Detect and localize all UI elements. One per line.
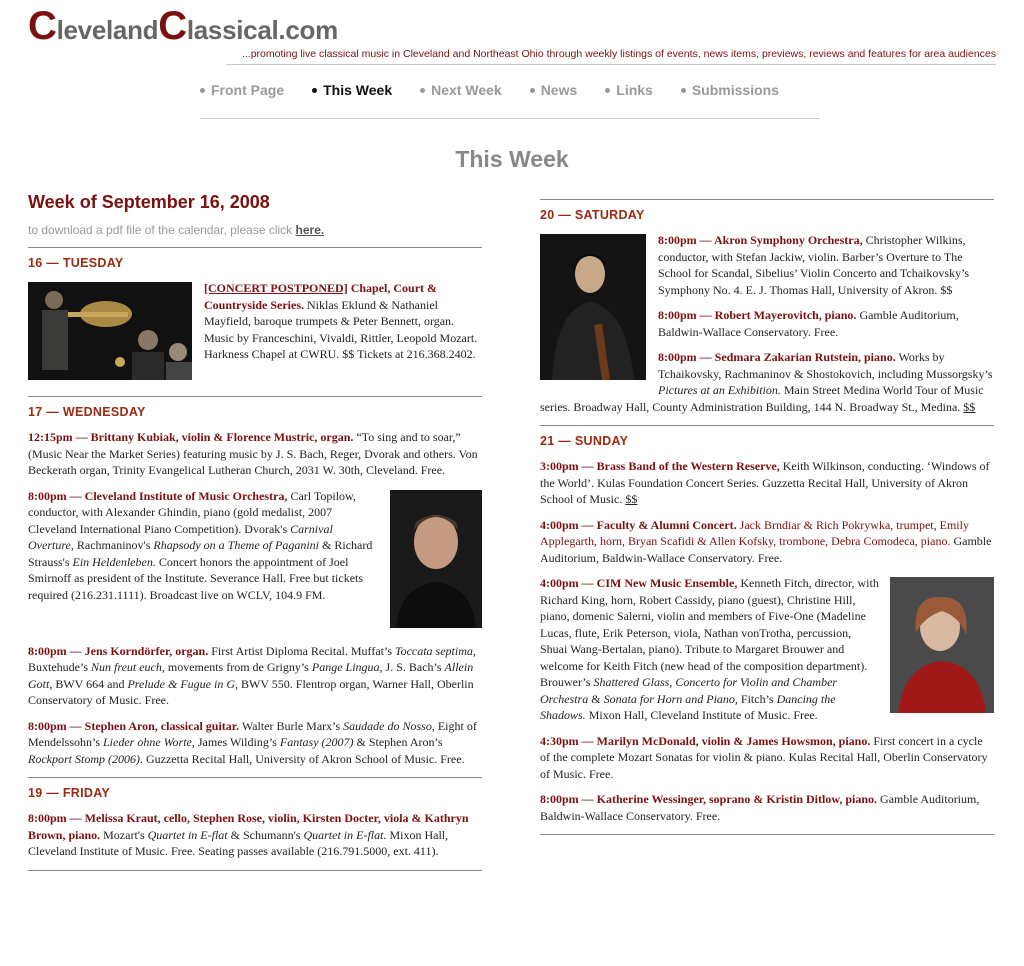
left-column xyxy=(28,192,482,879)
day-heading-friday: 19 — FRIDAY xyxy=(28,786,111,800)
event-item xyxy=(540,517,994,567)
event-item xyxy=(540,232,994,298)
event-details: Buxtehude’s xyxy=(28,660,91,674)
trumpet-players-photo xyxy=(28,282,192,380)
work-title: Quartet in E-flat. xyxy=(303,827,387,842)
event-details: Mixon Hall, Cleveland Institute of Music. Free. Seating passes available (216.791.5000, ext. 411). xyxy=(28,827,449,858)
logo-text-2: lassical.com xyxy=(186,15,338,45)
event-item xyxy=(540,791,994,824)
work-title: Saudade do Nosso, xyxy=(343,718,435,733)
bullet-icon xyxy=(605,88,610,93)
event-details: , BWV 550. Flentrop organ, Warner Hall, Oberlin Conservatory of Music. Free. xyxy=(28,676,474,707)
work-title: Fantasy (2007) xyxy=(279,735,354,749)
work-title: Ein Heldenleben. xyxy=(72,554,156,569)
logo-text-1: leveland xyxy=(56,15,159,45)
event-details: First concert in a cycle of the complete Mozart Sonatas for violin & piano. Kulas Recital Hall, Oberlin Conservatory of Music. Free. xyxy=(540,733,988,781)
logo-letter-c: C xyxy=(28,4,57,48)
event-item xyxy=(28,488,482,634)
work-title: Shattered Glass, Concerto for Violin and Chamber Orchestra xyxy=(540,675,838,706)
divider xyxy=(540,425,994,426)
event-details: Mozart's xyxy=(100,827,148,842)
event-details: , Rachmaninov's xyxy=(70,538,154,552)
work-title: Sonata for Horn and Piano, xyxy=(603,691,738,706)
event-details: movements from de Grigny’s xyxy=(164,660,312,674)
divider xyxy=(28,247,482,248)
event-details: Carl Topilow, conductor, with Alexander Ghindin, piano (gold medalist, 2007 Cleveland International Piano Competition). Dvorak's xyxy=(28,488,356,536)
event-details: & xyxy=(588,691,604,706)
divider xyxy=(540,834,994,835)
event-item xyxy=(540,575,994,724)
work-title: Prelude & Fugue in G xyxy=(127,676,235,691)
page-title: This Week xyxy=(455,146,569,172)
work-title: Carnival Overture xyxy=(28,521,333,552)
event-details: Gamble Auditorium, Baldwin-Wallace Conservatory. Free. xyxy=(658,308,959,339)
event-title: 8:00pm — Stephen Aron, classical guitar. xyxy=(28,718,240,733)
logo-letter-c2: C xyxy=(158,4,187,48)
day-heading-tuesday: 16 — TUESDAY xyxy=(28,256,124,270)
composer-portrait-photo xyxy=(890,577,994,713)
event-details: Kenneth Fitch, director, with Richard King, horn, Robert Cassidy, piano (guest), Christine Hill, piano, domenic Salerni, violin and members of Five-One (Madeline Lucas, flute, Erik Peterson, viola, Nathan vonTrotha, percussion, Shuai Wang-Bertalan, piano). Tribute to Margaret Brouwer and welcome for Keith Fitch (new head of the composition department). Brouwer’s xyxy=(540,576,879,689)
event-details: “To sing and to soar,” (Music Near the Market Series) featuring music by J. S. Bach, Reger, Dvorak and others. Von Beckerath organ, Trinity Evangelical Lutheran Church, 2031 W. 30th, Cleveland. Free. xyxy=(28,430,478,477)
event-details: Walter Burle Marx’s xyxy=(239,718,344,733)
event-item xyxy=(28,280,482,386)
event-details: & Richard Strauss's xyxy=(28,538,373,569)
event-item xyxy=(28,429,482,479)
work-title: Rockport Stomp (2006). xyxy=(28,751,143,766)
event-item xyxy=(28,810,482,860)
event-title: 4:00pm — CIM New Music Ensemble, xyxy=(540,576,738,590)
event-title: 8:00pm — Jens Korndörfer, organ. xyxy=(28,643,209,658)
event-details: Main Street Medina World Tour of Music series. Broadway Hall, County Administration Building, 144 N. Broadway St., Medina. xyxy=(540,383,984,414)
tickets-link[interactable]: $$ xyxy=(625,492,638,506)
violinist-portrait-photo xyxy=(540,234,646,380)
event-details: Guzzetta Recital Hall, University of Akron School of Music. Free. xyxy=(142,751,465,766)
divider xyxy=(540,199,994,200)
event-title: 12:15pm — Brittany Kubiak, violin & Florence Mustric, organ. xyxy=(28,430,354,444)
event-details: James Wilding’s xyxy=(194,735,280,749)
divider xyxy=(28,870,482,871)
work-title: Toccata septima, xyxy=(395,643,476,658)
event-details: Keith Wilkinson, conducting. ‘Windows of the World’. Kulas Foundation Concert Series. Guzzetta Recital Hall, University of Akron School of Music. xyxy=(540,459,990,506)
main-nav xyxy=(200,82,820,98)
nav-news[interactable] xyxy=(530,82,578,98)
nav-front-page[interactable] xyxy=(200,82,284,98)
event-details: Mixon Hall, Cleveland Institute of Music. Free. xyxy=(585,708,818,722)
bullet-icon xyxy=(312,88,317,93)
week-title: Week of September 16, 2008 xyxy=(28,192,270,212)
event-item xyxy=(540,458,994,508)
nav-divider xyxy=(200,118,820,119)
nav-label: Front Page xyxy=(211,82,285,98)
nav-label: News xyxy=(540,82,578,98)
pdf-download-line xyxy=(28,223,482,237)
event-item xyxy=(28,643,482,709)
day-heading-sunday: 21 — SUNDAY xyxy=(540,434,629,448)
day-heading-saturday: 20 — SATURDAY xyxy=(540,208,645,222)
bullet-icon xyxy=(420,88,425,93)
pdf-download-link[interactable]: here. xyxy=(295,223,325,237)
performers: Jack Brndiar & Rich Pokrywka, trumpet, Emily Applegarth, horn, Bryan Scafidi & Allen Kofsky, trombone, Debra Comodeca, piano. xyxy=(540,517,969,548)
event-details: Gamble Auditorium, Baldwin-Wallace Conservatory. Free. xyxy=(540,792,980,823)
nav-this-week[interactable] xyxy=(312,82,392,98)
event-details: & Schumann's xyxy=(227,827,304,842)
event-details: Eight of Mendelssohn’s xyxy=(28,718,477,749)
event-title: 8:00pm — Akron Symphony Orchestra, xyxy=(658,233,863,247)
event-details: Christopher Wilkins, conductor, with Stefan Jackiw, violin. Barber’s Overture to The School for Scandal, Sibelius’ Violin Concerto and Tchaikovsky’s Symphony No. 4. E. J. Thomas Hall, University of Akron. $$ xyxy=(658,233,970,297)
event-title: 8:00pm — Sedmara Zakarian Rutstein, piano. xyxy=(658,350,896,364)
event-title: 8:00pm — Katherine Wessinger, soprano & Kristin Ditlow, piano. xyxy=(540,792,878,806)
work-title: Allein Gott, xyxy=(28,660,474,691)
event-details: BWV 664 and xyxy=(52,676,128,691)
right-column xyxy=(540,199,994,843)
event-title: 4:00pm — Faculty & Alumni Concert. xyxy=(540,517,737,532)
event-title: 3:00pm — Brass Band of the Western Reserve, xyxy=(540,459,780,473)
site-tagline: ...promoting live classical music in Cleveland and Northeast Ohio through weekly listings of events, news items, previews, reviews and features for area audiences xyxy=(241,48,996,60)
work-title: Lieder ohne Worte, xyxy=(103,735,195,749)
day-heading-wednesday: 17 — WEDNESDAY xyxy=(28,405,146,419)
bullet-icon xyxy=(681,88,686,93)
site-logo[interactable] xyxy=(28,6,996,50)
event-details: & Stephen Aron’s xyxy=(353,735,443,749)
nav-next-week[interactable] xyxy=(420,82,502,98)
site-header xyxy=(28,4,996,60)
event-item xyxy=(28,718,482,768)
event-details: Niklas Eklund & Nathaniel Mayfield, baroque trumpets & Peter Bennett, organ. Music by Franceschini, Vivaldi, Rittler, Leopold Mozart. Harkness Chapel at CWRU. $$ Tickets at 216.368.2402. xyxy=(204,297,478,361)
conductor-portrait-photo xyxy=(390,490,482,628)
event-details: Fitch’s xyxy=(737,691,777,706)
nav-label: Links xyxy=(616,82,653,98)
event-details: Concert honors the appointment of Joel Smirnoff as president of the Institute. Severance Hall. Free but tickets required (216.231.1111). Broadcast live on WCLV, 104.9 FM. xyxy=(28,554,364,602)
tickets-link[interactable]: $$ xyxy=(963,399,976,414)
divider xyxy=(28,396,482,397)
event-item xyxy=(540,733,994,783)
work-title: Pictures at an Exhibition. xyxy=(658,383,781,397)
bullet-icon xyxy=(530,88,535,93)
nav-links[interactable] xyxy=(605,82,653,98)
event-details: , J. S. Bach’s xyxy=(379,660,445,674)
event-title: 4:30pm — Marilyn McDonald, violin & James Howsmon, piano. xyxy=(540,733,871,748)
pdf-text: to download a pdf file of the calendar, please click xyxy=(28,223,296,237)
postponed-label[interactable]: [CONCERT POSTPONED] xyxy=(204,281,348,295)
event-title: Chapel, Court & Countryside Series. xyxy=(204,281,438,312)
nav-label: Submissions xyxy=(691,82,779,98)
nav-submissions[interactable] xyxy=(681,82,779,98)
work-title: Pange Lingua xyxy=(311,660,380,674)
divider xyxy=(28,777,482,778)
work-title: Dancing the Shadows. xyxy=(540,691,836,722)
work-title: Nun freut euch, xyxy=(91,660,165,674)
event-details: Gamble Auditorium, Baldwin-Wallace Conservatory. Free. xyxy=(540,534,992,565)
header-divider xyxy=(226,64,996,65)
event-title: 8:00pm — Cleveland Institute of Music Orchestra, xyxy=(28,488,288,503)
event-details: First Artist Diploma Recital. Muffat’s xyxy=(208,643,395,658)
nav-label: This Week xyxy=(323,82,393,98)
event-title: 8:00pm — Melissa Kraut, cello, Stephen Rose, violin, Kirsten Docter, viola & Kathryn Brown, piano. xyxy=(28,811,469,842)
event-title: 8:00pm — Robert Mayerovitch, piano. xyxy=(658,308,857,322)
nav-label: Next Week xyxy=(431,82,502,98)
work-title: Rhapsody on a Theme of Paganini xyxy=(153,538,320,552)
event-details: Works by Tchaikovsky, Rachmaninov & Shostokovich, including Mussorgsky’s xyxy=(658,350,993,381)
work-title: Quartet in E-flat xyxy=(147,827,228,842)
bullet-icon xyxy=(200,88,205,93)
